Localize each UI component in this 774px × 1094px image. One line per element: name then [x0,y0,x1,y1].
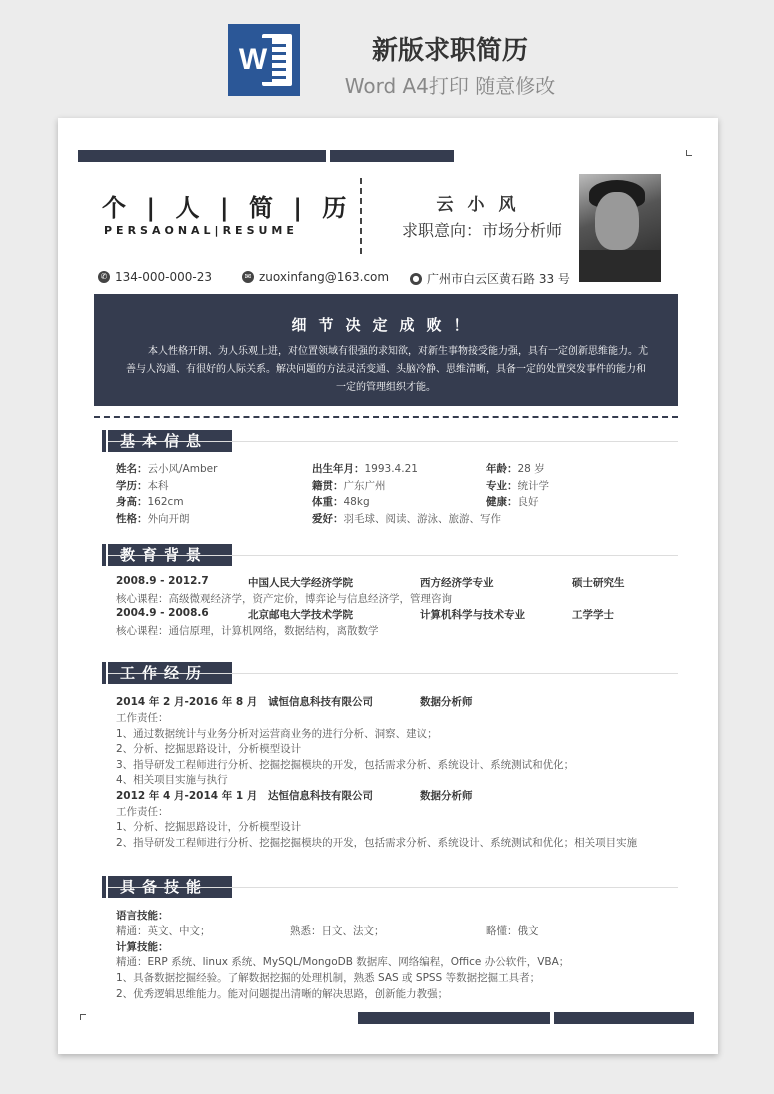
phone-contact [98,270,212,284]
candidate-name: 云小风 [436,195,530,215]
info-field [116,478,169,493]
phone-text: 134-000-000-23 [115,270,212,284]
job-period: 2012 年 4 月-2014 年 1 月 [116,789,258,802]
email-contact [242,270,389,284]
avatar [579,174,661,282]
page-title: 新版求职简历 [371,36,528,66]
job-duty: 1、分析、挖掘思路设计，分析模型设计 [116,821,302,833]
computer-skill: 1、具备数据挖掘经验。了解数据挖掘的处理机制，熟悉 SAS 或 SPSS 等数据挖掘工具者； [116,972,541,984]
info-value: 外向开朗 [147,512,190,525]
bottom-bar-right [554,1012,694,1024]
motto-box [94,294,678,406]
info-value: 162cm [147,496,184,508]
section-education-heading: 教育背景 [108,544,232,566]
info-field [312,494,370,509]
header-divider [360,178,362,254]
info-key: 性格： [116,512,148,525]
resume-title-cn: 个 | 人 | 简 | 历 [102,194,353,222]
info-field [116,511,190,526]
lang-skill: 熟悉：日文、法文； [290,925,385,937]
section-line [108,555,678,556]
lang-skill: 精通：英文、中文； [116,925,211,937]
location-icon: ● [410,273,422,285]
info-key: 学历： [116,479,148,492]
section-line [108,441,678,442]
info-field [312,511,501,526]
job-duty: 3、指导研发工程师进行分析、挖掘挖掘模块的开发，包括需求分析、系统设计、系统测试和优化； [116,758,575,771]
info-value: 羽毛球、阅读、游泳、旅游、写作 [343,512,501,525]
job-company: 达恒信息科技有限公司 [268,789,373,802]
word-icon [228,24,300,96]
resume-title-en: PERSAONAL|RESUME [104,224,298,237]
email-text: zuoxinfang@163.com [259,270,390,284]
edu-courses: 核心课程：通信原理，计算机网络，数据结构，离散数学 [116,625,379,637]
info-key: 健康： [486,496,518,508]
info-value: 48kg [343,496,370,508]
job-duty: 4、相关项目实施与执行 [116,774,228,786]
section-skills-heading: 具备技能 [108,876,232,898]
job-duty: 2、分析、挖掘思路设计，分析模型设计 [116,743,302,755]
info-field [116,494,184,509]
computer-skill: 2、优秀逻辑思维能力。能对问题提出清晰的解决思路，创新能力教强； [116,988,449,1000]
info-value: 广东广州 [343,479,386,492]
section-work-heading: 工作经历 [108,662,232,684]
resume-sheet [58,118,718,1054]
info-value: 本科 [147,479,169,492]
info-value: 云小风/Amber [147,463,218,475]
info-key: 身高： [116,496,148,508]
phone-icon: ✆ [98,271,110,283]
lang-skill: 略懂：俄文 [486,925,539,937]
edu-degree: 工学学士 [572,609,614,621]
section-line [108,887,678,888]
job-period: 2014 年 2 月-2016 年 8 月 [116,696,258,708]
top-bar-right [330,150,454,162]
job-duty: 1、通过数据统计与业务分析对运营商业务的进行分析、洞察、建议； [116,727,438,740]
info-key: 爱好： [312,512,344,525]
section-divider [94,416,678,418]
job-company: 诚恒信息科技有限公司 [268,696,373,708]
skill-label: 语言技能： [116,910,169,922]
job-duty-label: 工作责任： [116,712,169,724]
info-field [486,494,539,509]
info-key: 姓名： [116,463,148,475]
job-target: 求职意向：市场分析师 [401,221,562,240]
info-field [486,478,549,493]
address-text: 广州市白云区黄石路 33 号 [427,272,570,286]
edu-degree: 硕士研究生 [572,577,625,589]
page-subtitle: Word A4打印 随意修改 [344,74,556,98]
edu-major: 计算机科学与技术专业 [420,609,525,621]
edu-school: 中国人民大学经济学院 [248,577,353,589]
job-role: 数据分析师 [420,789,473,802]
self-intro: 本人性格开朗、为人乐观上进，对位置领域有很强的求知欲，对新生事物接受能力强，具有一定创新思维能力。尤善与人沟通、有很好的人际关系。解决问题的方法灵活变通、头脑冷静、思维清晰，具备一定的处置突发事件的能力和一定的管理组织才能。 [126,346,648,393]
bottom-bar-left [358,1012,550,1024]
corner-mark [80,1014,86,1020]
info-key: 体重： [312,496,344,508]
computer-skill: 精通：ERP 系统、linux 系统、MySQL/MongoDB 数据库、网络编程，Office 办公软件，VBA； [116,956,570,968]
edu-courses: 核心课程：高级微观经济学，资产定价，博弈论与信息经济学，管理咨询 [116,593,452,605]
skill-label: 计算技能： [116,941,169,953]
address-contact [410,270,570,287]
job-duty-label: 工作责任： [116,805,169,818]
section-basic-heading: 基本信息 [108,430,232,452]
info-key: 专业： [486,479,518,492]
info-field [486,461,545,476]
info-field [312,478,386,493]
info-value: 1993.4.21 [364,463,418,475]
job-duty: 2、指导研发工程师进行分析、挖掘挖掘模块的开发，包括需求分析、系统设计、系统测试和优化；相关项目实施 [116,836,638,849]
edu-school: 北京邮电大学技术学院 [248,609,353,621]
edu-major: 西方经济学专业 [420,577,494,589]
job-role: 数据分析师 [420,696,473,708]
info-key: 出生年月： [312,463,365,475]
info-value: 良好 [517,496,539,508]
top-bar-left [78,150,326,162]
info-key: 年龄： [486,463,518,475]
motto-heading: 细节决定成败！ [291,316,481,334]
info-value: 28 岁 [517,463,545,475]
word-icon-letter: W [234,38,272,82]
mail-icon: ✉ [242,271,254,283]
edu-period: 2004.9 - 2008.6 [116,607,209,619]
edu-period: 2008.9 - 2012.7 [116,575,209,587]
corner-mark [686,150,692,156]
section-line [108,673,678,674]
info-field [116,461,217,476]
info-field [312,461,418,476]
info-key: 籍贯： [312,479,344,492]
info-value: 统计学 [517,479,549,492]
